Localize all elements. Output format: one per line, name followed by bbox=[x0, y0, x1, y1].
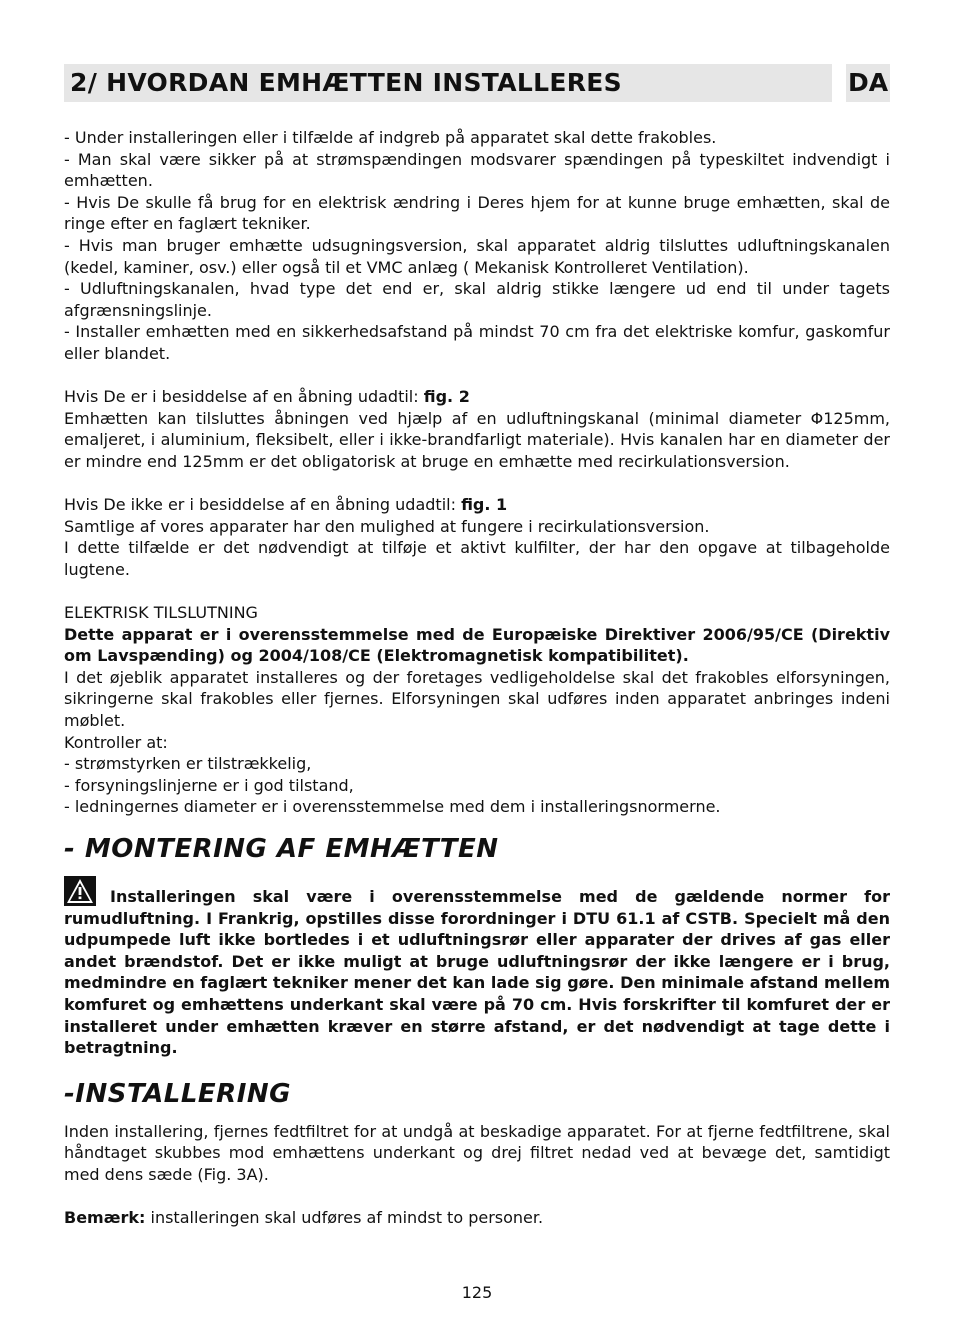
page-header bbox=[64, 64, 890, 102]
figure-reference: fig. 1 bbox=[461, 495, 508, 515]
opening-lead-paragraph bbox=[64, 386, 890, 408]
mounting-heading: - MONTERING AF EMHÆTTEN bbox=[64, 834, 499, 864]
check-item: - ledningernes diameter er i overensstemmelse med dem i installeringsnormerne. bbox=[64, 797, 721, 817]
intro-list bbox=[64, 127, 890, 365]
electrical-heading: ELEKTRISK TILSLUTNING bbox=[64, 603, 258, 623]
intro-line: - Man skal være sikker på at strømspændingen modsvarer spændingen på typeskiltet indvendigt i emhætten. bbox=[64, 149, 890, 191]
intro-line: - Hvis De skulle få brug for en elektrisk ændring i Deres hjem for at kunne bruge emhætten, skal de ringe efter en faglært tekniker. bbox=[64, 192, 890, 234]
check-item: - strømstyrken er tilstrækkelig, bbox=[64, 754, 312, 774]
figure-reference: fig. 2 bbox=[423, 387, 470, 407]
no-opening-lead-paragraph bbox=[64, 494, 890, 516]
note-label: Bemærk: bbox=[64, 1208, 146, 1228]
intro-line: - Hvis man bruger emhætte udsugningsversion, skal apparatet aldrig tilsluttes udluftningskanalen (kedel, kaminer, osv.) eller også til et VMC anlæg ( Mekanisk Kontrolleret Ventilation). bbox=[64, 235, 890, 277]
warning-text: Installeringen skal være i overensstemmelse med de gældende normer for rumudluftning. I Frankrig, opstilles disse forordninger i DTU 61.1 af CSTB. Specielt må den udpumpede luft ikke bortledes i et udluftningsrør eller apparater der drives af gas eller andet brændstof. Det er ikke muligt at bruge udluftningsrør der ikke længere er i brug, medmindre en faglært tekniker mener det kan lade sig gøre. Den minimale afstand mellem komfuret og emhættens underkant skal være på 70 cm. Hvis forskrifter til komfuret der er installeret under emhætten kræver en større afstand, er det nødvendigt at tage dette i betragtning. bbox=[64, 887, 890, 1058]
check-lead: Kontroller at: bbox=[64, 732, 168, 752]
electrical-text: I det øjeblik apparatet installeres og der foretages vedligeholdelse skal det frakobles elforsyningen, sikringerne skal frakobles eller fjernes. Elforsyningen skal udføres inden apparatet anbringes indeni møblet. bbox=[64, 667, 890, 731]
language-badge: DA bbox=[846, 64, 890, 102]
warning-block bbox=[64, 876, 890, 1059]
installation-heading: -INSTALLERING bbox=[64, 1078, 291, 1109]
page-number: 125 bbox=[461, 1283, 493, 1302]
installation-text: Inden installering, fjernes fedtfiltret for at undgå at beskadige apparatet. For at fjerne fedtfiltrene, skal håndtaget skubbes mod emhættens underkant og drej filtret nedad ved at bevæge det, samtidigt med dens sæde (Fig. 3A). bbox=[64, 1121, 890, 1184]
electrical-directive: Dette apparat er i overensstemmelse med de Europæiske Direktiver 2006/95/CE (Direktiv om Lavspænding) og 2004/108/CE (Elektromagnetisk kompatibilitet). bbox=[64, 624, 890, 666]
intro-line: - Under installeringen eller i tilfælde af indgreb på apparatet skal dette frakobles. bbox=[64, 128, 717, 147]
no-opening-line: I dette tilfælde er det nødvendigt at tilføje et aktivt kulfilter, der har den opgave at tilbageholde lugtene. bbox=[64, 538, 890, 579]
no-opening-line: Samtlige af vores apparater har den mulighed at fungere i recirkulationsversion. bbox=[64, 516, 710, 536]
check-item: - forsyningslinjerne er i god tilstand, bbox=[64, 775, 354, 795]
no-opening-lead: Hvis De ikke er i besiddelse af en åbning udadtil: bbox=[64, 495, 462, 515]
note-text: installeringen skal udføres af mindst to personer. bbox=[145, 1208, 544, 1228]
opening-lead: Hvis De er i besiddelse af en åbning udadtil: bbox=[64, 387, 424, 407]
warning-triangle-icon bbox=[64, 876, 96, 906]
intro-line: - Installer emhætten med en sikkerhedsafstand på mindst 70 cm fra det elektriske komfur, gaskomfur eller blandet. bbox=[64, 322, 890, 363]
page-title: 2/ HVORDAN EMHÆTTEN INSTALLERES bbox=[64, 64, 832, 102]
document-body bbox=[64, 127, 890, 1229]
note-paragraph bbox=[64, 1207, 890, 1229]
intro-line: - Udluftningskanalen, hvad type det end er, skal aldrig stikke længere ud end til under tagets afgrænsningslinje. bbox=[64, 279, 890, 320]
opening-text: Emhætten kan tilsluttes åbningen ved hjælp af en udluftningskanal (minimal diameter Φ125mm, emaljeret, i aluminium, fleksibelt, eller i ikke-brandfarligt materiale). Hvis kanalen har en diameter der er mindre end 125mm er det obligatorisk at bruge en emhætte med recirkulationsversion. bbox=[64, 408, 890, 471]
